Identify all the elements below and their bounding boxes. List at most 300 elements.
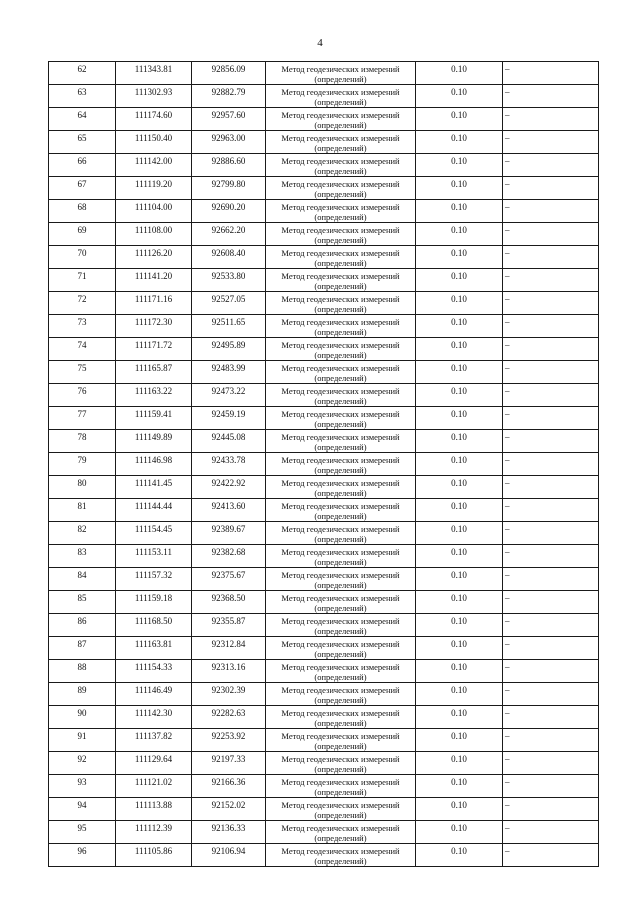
- table-row: [49, 683, 599, 706]
- y-coordinate-cell: 92368.50: [192, 591, 266, 614]
- description-cell: –: [503, 246, 599, 269]
- table-row: [49, 591, 599, 614]
- x-coordinate-cell: 111141.20: [116, 269, 192, 292]
- description-cell: –: [503, 775, 599, 798]
- point-number-cell: 91: [49, 729, 116, 752]
- y-coordinate-cell: 92882.79: [192, 85, 266, 108]
- method-text-line2: (определений): [314, 281, 367, 291]
- method-text-line1: Метод геодезических измерений: [281, 777, 400, 787]
- method-text-line1: Метод геодезических измерений: [281, 409, 400, 419]
- y-coordinate-cell: 92963.00: [192, 131, 266, 154]
- y-coordinate-cell: 92106.94: [192, 844, 266, 867]
- method-text-line2: (определений): [314, 442, 367, 452]
- y-coordinate-cell: 92136.33: [192, 821, 266, 844]
- method-cell: [266, 200, 416, 223]
- method-text-line2: (определений): [314, 120, 367, 130]
- page-number: 4: [317, 37, 323, 49]
- method-text-line2: (определений): [314, 419, 367, 429]
- table-row: [49, 660, 599, 683]
- method-text-line1: Метод геодезических измерений: [281, 478, 400, 488]
- method-text-line2: (определений): [314, 350, 367, 360]
- method-cell: [266, 246, 416, 269]
- description-cell: –: [503, 499, 599, 522]
- point-number-cell: 87: [49, 637, 116, 660]
- table-row: [49, 108, 599, 131]
- table-row: [49, 315, 599, 338]
- point-number-cell: 86: [49, 614, 116, 637]
- y-coordinate-cell: 92166.36: [192, 775, 266, 798]
- accuracy-cell: 0.10: [416, 752, 503, 775]
- method-text-line2: (определений): [314, 626, 367, 636]
- method-text-line2: (определений): [314, 580, 367, 590]
- accuracy-cell: 0.10: [416, 453, 503, 476]
- method-text-line1: Метод геодезических измерений: [281, 823, 400, 833]
- y-coordinate-cell: 92662.20: [192, 223, 266, 246]
- method-text-line1: Метод геодезических измерений: [281, 731, 400, 741]
- method-text-line2: (определений): [314, 143, 367, 153]
- method-cell: [266, 269, 416, 292]
- description-cell: –: [503, 131, 599, 154]
- description-cell: –: [503, 844, 599, 867]
- accuracy-cell: 0.10: [416, 660, 503, 683]
- method-text-line2: (определений): [314, 258, 367, 268]
- point-number-cell: 66: [49, 154, 116, 177]
- accuracy-cell: 0.10: [416, 108, 503, 131]
- point-number-cell: 77: [49, 407, 116, 430]
- table-row: [49, 154, 599, 177]
- point-number-cell: 93: [49, 775, 116, 798]
- description-cell: –: [503, 660, 599, 683]
- method-cell: [266, 476, 416, 499]
- method-cell: [266, 614, 416, 637]
- method-cell: [266, 844, 416, 867]
- method-cell: [266, 660, 416, 683]
- x-coordinate-cell: 111104.00: [116, 200, 192, 223]
- method-text-line2: (определений): [314, 396, 367, 406]
- accuracy-cell: 0.10: [416, 821, 503, 844]
- method-text-line2: (определений): [314, 718, 367, 728]
- description-cell: –: [503, 269, 599, 292]
- table-row: [49, 706, 599, 729]
- method-text-line1: Метод геодезических измерений: [281, 110, 400, 120]
- table-row: [49, 338, 599, 361]
- description-cell: –: [503, 476, 599, 499]
- method-cell: [266, 637, 416, 660]
- y-coordinate-cell: 92433.78: [192, 453, 266, 476]
- y-coordinate-cell: 92533.80: [192, 269, 266, 292]
- method-cell: [266, 499, 416, 522]
- method-text-line2: (определений): [314, 764, 367, 774]
- accuracy-cell: 0.10: [416, 844, 503, 867]
- accuracy-cell: 0.10: [416, 568, 503, 591]
- x-coordinate-cell: 111154.45: [116, 522, 192, 545]
- method-text-line1: Метод геодезических измерений: [281, 754, 400, 764]
- table-row: [49, 453, 599, 476]
- y-coordinate-cell: 92375.67: [192, 568, 266, 591]
- x-coordinate-cell: 111174.60: [116, 108, 192, 131]
- point-number-cell: 72: [49, 292, 116, 315]
- description-cell: –: [503, 821, 599, 844]
- method-text-line2: (определений): [314, 97, 367, 107]
- method-cell: [266, 85, 416, 108]
- description-cell: –: [503, 154, 599, 177]
- y-coordinate-cell: 92473.22: [192, 384, 266, 407]
- point-number-cell: 78: [49, 430, 116, 453]
- method-text-line2: (определений): [314, 833, 367, 843]
- method-text-line1: Метод геодезических измерений: [281, 616, 400, 626]
- method-text-line1: Метод геодезических измерений: [281, 708, 400, 718]
- y-coordinate-cell: 92445.08: [192, 430, 266, 453]
- description-cell: –: [503, 62, 599, 85]
- accuracy-cell: 0.10: [416, 430, 503, 453]
- table-row: [49, 430, 599, 453]
- method-cell: [266, 821, 416, 844]
- method-text-line2: (определений): [314, 74, 367, 84]
- method-cell: [266, 752, 416, 775]
- point-number-cell: 64: [49, 108, 116, 131]
- x-coordinate-cell: 111126.20: [116, 246, 192, 269]
- method-cell: [266, 430, 416, 453]
- method-cell: [266, 775, 416, 798]
- accuracy-cell: 0.10: [416, 407, 503, 430]
- point-number-cell: 88: [49, 660, 116, 683]
- method-text-line1: Метод геодезических измерений: [281, 202, 400, 212]
- method-text-line2: (определений): [314, 672, 367, 682]
- method-cell: [266, 798, 416, 821]
- method-cell: [266, 338, 416, 361]
- method-cell: [266, 223, 416, 246]
- table-row: [49, 269, 599, 292]
- method-text-line1: Метод геодезических измерений: [281, 133, 400, 143]
- x-coordinate-cell: 111137.82: [116, 729, 192, 752]
- method-text-line1: Метод геодезических измерений: [281, 225, 400, 235]
- point-number-cell: 79: [49, 453, 116, 476]
- method-text-line1: Метод геодезических измерений: [281, 501, 400, 511]
- method-text-line1: Метод геодезических измерений: [281, 271, 400, 281]
- accuracy-cell: 0.10: [416, 591, 503, 614]
- method-text-line2: (определений): [314, 603, 367, 613]
- description-cell: –: [503, 591, 599, 614]
- method-text-line1: Метод геодезических измерений: [281, 524, 400, 534]
- method-cell: [266, 384, 416, 407]
- point-number-cell: 96: [49, 844, 116, 867]
- method-text-line2: (определений): [314, 511, 367, 521]
- table-row: [49, 407, 599, 430]
- accuracy-cell: 0.10: [416, 614, 503, 637]
- point-number-cell: 80: [49, 476, 116, 499]
- accuracy-cell: 0.10: [416, 499, 503, 522]
- y-coordinate-cell: 92495.89: [192, 338, 266, 361]
- method-text-line2: (определений): [314, 856, 367, 866]
- accuracy-cell: 0.10: [416, 131, 503, 154]
- point-number-cell: 73: [49, 315, 116, 338]
- method-cell: [266, 729, 416, 752]
- x-coordinate-cell: 111302.93: [116, 85, 192, 108]
- accuracy-cell: 0.10: [416, 775, 503, 798]
- description-cell: –: [503, 108, 599, 131]
- description-cell: –: [503, 752, 599, 775]
- method-cell: [266, 292, 416, 315]
- description-cell: –: [503, 223, 599, 246]
- method-text-line1: Метод геодезических измерений: [281, 570, 400, 580]
- point-number-cell: 75: [49, 361, 116, 384]
- accuracy-cell: 0.10: [416, 200, 503, 223]
- table-row: [49, 568, 599, 591]
- method-text-line2: (определений): [314, 741, 367, 751]
- point-number-cell: 94: [49, 798, 116, 821]
- description-cell: –: [503, 614, 599, 637]
- description-cell: –: [503, 798, 599, 821]
- x-coordinate-cell: 111149.89: [116, 430, 192, 453]
- accuracy-cell: 0.10: [416, 177, 503, 200]
- table-row: [49, 131, 599, 154]
- point-number-cell: 82: [49, 522, 116, 545]
- x-coordinate-cell: 111171.72: [116, 338, 192, 361]
- method-text-line1: Метод геодезических измерений: [281, 639, 400, 649]
- method-text-line2: (определений): [314, 327, 367, 337]
- point-number-cell: 81: [49, 499, 116, 522]
- table-row: [49, 798, 599, 821]
- x-coordinate-cell: 111343.81: [116, 62, 192, 85]
- x-coordinate-cell: 111121.02: [116, 775, 192, 798]
- description-cell: –: [503, 430, 599, 453]
- table-row: [49, 200, 599, 223]
- accuracy-cell: 0.10: [416, 62, 503, 85]
- x-coordinate-cell: 111146.49: [116, 683, 192, 706]
- table-row: [49, 614, 599, 637]
- method-text-line2: (определений): [314, 787, 367, 797]
- table-row: [49, 637, 599, 660]
- accuracy-cell: 0.10: [416, 384, 503, 407]
- table-row: [49, 292, 599, 315]
- x-coordinate-cell: 111129.64: [116, 752, 192, 775]
- description-cell: –: [503, 522, 599, 545]
- method-cell: [266, 154, 416, 177]
- description-cell: –: [503, 407, 599, 430]
- point-number-cell: 63: [49, 85, 116, 108]
- method-text-line2: (определений): [314, 166, 367, 176]
- accuracy-cell: 0.10: [416, 269, 503, 292]
- x-coordinate-cell: 111153.11: [116, 545, 192, 568]
- description-cell: –: [503, 338, 599, 361]
- point-number-cell: 71: [49, 269, 116, 292]
- method-text-line1: Метод геодезических измерений: [281, 800, 400, 810]
- accuracy-cell: 0.10: [416, 729, 503, 752]
- method-text-line1: Метод геодезических измерений: [281, 340, 400, 350]
- accuracy-cell: 0.10: [416, 338, 503, 361]
- x-coordinate-cell: 111141.45: [116, 476, 192, 499]
- y-coordinate-cell: 92253.92: [192, 729, 266, 752]
- method-text-line1: Метод геодезических измерений: [281, 386, 400, 396]
- y-coordinate-cell: 92389.67: [192, 522, 266, 545]
- accuracy-cell: 0.10: [416, 637, 503, 660]
- y-coordinate-cell: 92483.99: [192, 361, 266, 384]
- method-cell: [266, 62, 416, 85]
- x-coordinate-cell: 111112.39: [116, 821, 192, 844]
- y-coordinate-cell: 92459.19: [192, 407, 266, 430]
- method-text-line2: (определений): [314, 810, 367, 820]
- table-row: [49, 223, 599, 246]
- point-number-cell: 85: [49, 591, 116, 614]
- coordinates-table: [48, 61, 599, 867]
- table-row: [49, 499, 599, 522]
- table-row: [49, 384, 599, 407]
- y-coordinate-cell: 92413.60: [192, 499, 266, 522]
- description-cell: –: [503, 568, 599, 591]
- method-text-line2: (определений): [314, 649, 367, 659]
- method-text-line2: (определений): [314, 557, 367, 567]
- method-text-line1: Метод геодезических измерений: [281, 248, 400, 258]
- method-text-line2: (определений): [314, 465, 367, 475]
- method-text-line2: (определений): [314, 212, 367, 222]
- method-cell: [266, 591, 416, 614]
- y-coordinate-cell: 92197.33: [192, 752, 266, 775]
- x-coordinate-cell: 111171.16: [116, 292, 192, 315]
- y-coordinate-cell: 92608.40: [192, 246, 266, 269]
- table-row: [49, 246, 599, 269]
- method-cell: [266, 177, 416, 200]
- method-cell: [266, 706, 416, 729]
- x-coordinate-cell: 111113.88: [116, 798, 192, 821]
- method-cell: [266, 108, 416, 131]
- point-number-cell: 89: [49, 683, 116, 706]
- table-row: [49, 522, 599, 545]
- point-number-cell: 95: [49, 821, 116, 844]
- method-text-line1: Метод геодезических измерений: [281, 317, 400, 327]
- point-number-cell: 68: [49, 200, 116, 223]
- accuracy-cell: 0.10: [416, 545, 503, 568]
- y-coordinate-cell: 92355.87: [192, 614, 266, 637]
- description-cell: –: [503, 85, 599, 108]
- x-coordinate-cell: 111165.87: [116, 361, 192, 384]
- method-cell: [266, 568, 416, 591]
- y-coordinate-cell: 92302.39: [192, 683, 266, 706]
- y-coordinate-cell: 92282.63: [192, 706, 266, 729]
- point-number-cell: 92: [49, 752, 116, 775]
- method-text-line1: Метод геодезических измерений: [281, 593, 400, 603]
- table-row: [49, 752, 599, 775]
- y-coordinate-cell: 92382.68: [192, 545, 266, 568]
- accuracy-cell: 0.10: [416, 476, 503, 499]
- point-number-cell: 69: [49, 223, 116, 246]
- accuracy-cell: 0.10: [416, 522, 503, 545]
- description-cell: –: [503, 177, 599, 200]
- point-number-cell: 83: [49, 545, 116, 568]
- description-cell: –: [503, 453, 599, 476]
- accuracy-cell: 0.10: [416, 798, 503, 821]
- point-number-cell: 74: [49, 338, 116, 361]
- point-number-cell: 65: [49, 131, 116, 154]
- table-row: [49, 62, 599, 85]
- x-coordinate-cell: 111142.30: [116, 706, 192, 729]
- accuracy-cell: 0.10: [416, 315, 503, 338]
- y-coordinate-cell: 92511.65: [192, 315, 266, 338]
- method-text-line1: Метод геодезических измерений: [281, 179, 400, 189]
- description-cell: –: [503, 384, 599, 407]
- point-number-cell: 90: [49, 706, 116, 729]
- table-row: [49, 177, 599, 200]
- coordinates-table-body: [49, 62, 599, 867]
- accuracy-cell: 0.10: [416, 154, 503, 177]
- x-coordinate-cell: 111108.00: [116, 223, 192, 246]
- method-text-line1: Метод геодезических измерений: [281, 685, 400, 695]
- description-cell: –: [503, 729, 599, 752]
- y-coordinate-cell: 92313.16: [192, 660, 266, 683]
- method-cell: [266, 315, 416, 338]
- accuracy-cell: 0.10: [416, 246, 503, 269]
- x-coordinate-cell: 111119.20: [116, 177, 192, 200]
- x-coordinate-cell: 111144.44: [116, 499, 192, 522]
- x-coordinate-cell: 111172.30: [116, 315, 192, 338]
- point-number-cell: 62: [49, 62, 116, 85]
- description-cell: –: [503, 292, 599, 315]
- x-coordinate-cell: 111142.00: [116, 154, 192, 177]
- method-cell: [266, 361, 416, 384]
- method-cell: [266, 522, 416, 545]
- y-coordinate-cell: 92799.80: [192, 177, 266, 200]
- table-row: [49, 545, 599, 568]
- method-text-line2: (определений): [314, 488, 367, 498]
- x-coordinate-cell: 111157.32: [116, 568, 192, 591]
- x-coordinate-cell: 111146.98: [116, 453, 192, 476]
- method-text-line2: (определений): [314, 235, 367, 245]
- y-coordinate-cell: 92957.60: [192, 108, 266, 131]
- y-coordinate-cell: 92690.20: [192, 200, 266, 223]
- table-row: [49, 821, 599, 844]
- x-coordinate-cell: 111159.18: [116, 591, 192, 614]
- x-coordinate-cell: 111159.41: [116, 407, 192, 430]
- method-cell: [266, 131, 416, 154]
- method-text-line2: (определений): [314, 534, 367, 544]
- x-coordinate-cell: 111150.40: [116, 131, 192, 154]
- accuracy-cell: 0.10: [416, 361, 503, 384]
- method-cell: [266, 545, 416, 568]
- description-cell: –: [503, 200, 599, 223]
- table-row: [49, 85, 599, 108]
- method-text-line2: (определений): [314, 304, 367, 314]
- method-text-line1: Метод геодезических измерений: [281, 64, 400, 74]
- method-text-line2: (определений): [314, 189, 367, 199]
- point-number-cell: 70: [49, 246, 116, 269]
- method-cell: [266, 683, 416, 706]
- accuracy-cell: 0.10: [416, 85, 503, 108]
- description-cell: –: [503, 315, 599, 338]
- description-cell: –: [503, 683, 599, 706]
- method-text-line1: Метод геодезических измерений: [281, 846, 400, 856]
- method-text-line1: Метод геодезических измерений: [281, 294, 400, 304]
- description-cell: –: [503, 361, 599, 384]
- table-row: [49, 844, 599, 867]
- description-cell: –: [503, 545, 599, 568]
- table-row: [49, 775, 599, 798]
- accuracy-cell: 0.10: [416, 292, 503, 315]
- y-coordinate-cell: 92527.05: [192, 292, 266, 315]
- y-coordinate-cell: 92422.92: [192, 476, 266, 499]
- method-text-line1: Метод геодезических измерений: [281, 156, 400, 166]
- method-text-line2: (определений): [314, 695, 367, 705]
- point-number-cell: 76: [49, 384, 116, 407]
- method-text-line2: (определений): [314, 373, 367, 383]
- table-row: [49, 729, 599, 752]
- method-cell: [266, 453, 416, 476]
- method-text-line1: Метод геодезических измерений: [281, 547, 400, 557]
- table-row: [49, 361, 599, 384]
- method-text-line1: Метод геодезических измерений: [281, 363, 400, 373]
- method-text-line1: Метод геодезических измерений: [281, 87, 400, 97]
- description-cell: –: [503, 706, 599, 729]
- table-row: [49, 476, 599, 499]
- description-cell: –: [503, 637, 599, 660]
